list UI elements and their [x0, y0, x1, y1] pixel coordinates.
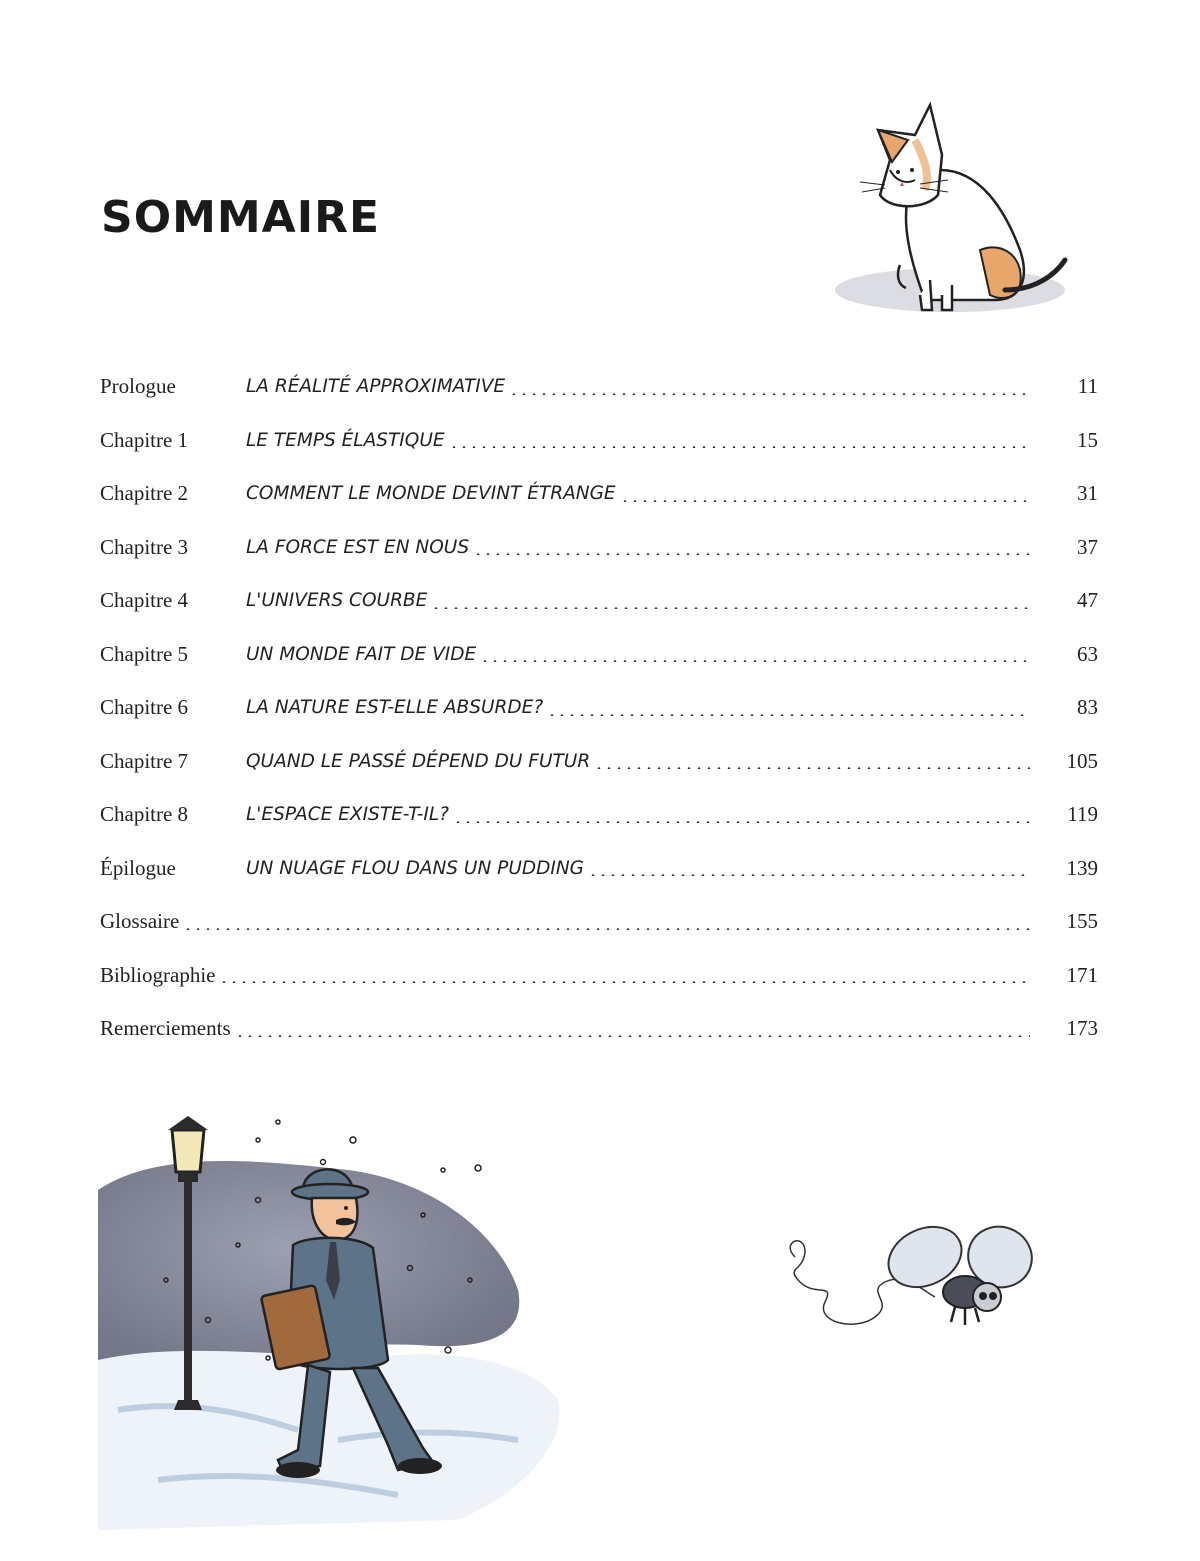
entry-title: LE TEMPS ÉLASTIQUE	[246, 429, 445, 451]
entry-page-number: 171	[1066, 962, 1098, 987]
entry-page-number: 63	[1077, 641, 1098, 666]
dot-leader	[219, 981, 1030, 983]
entry-page-number: 119	[1067, 802, 1098, 827]
entry-page-number: 139	[1066, 855, 1098, 880]
toc-entry-chapter-2[interactable]	[100, 467, 1098, 521]
dot-leader	[453, 821, 1030, 823]
dot-leader	[431, 607, 1030, 609]
entry-title: QUAND LE PASSÉ DÉPEND DU FUTUR	[246, 750, 591, 772]
dot-leader	[547, 714, 1030, 716]
toc-entry-bibliographie[interactable]	[100, 949, 1098, 1003]
entry-title: UN MONDE FAIT DE VIDE	[246, 643, 477, 665]
entry-label: Prologue	[100, 374, 176, 399]
entry-label: Chapitre 4	[100, 588, 189, 613]
toc-entry-chapter-3[interactable]	[100, 521, 1098, 575]
dot-leader	[449, 446, 1030, 448]
entry-label: Chapitre 1	[100, 427, 189, 452]
entry-title: COMMENT LE MONDE DEVINT ÉTRANGE	[246, 483, 616, 505]
dot-leader	[620, 500, 1030, 502]
entry-title: LA NATURE EST-ELLE ABSURDE?	[246, 697, 544, 719]
dot-leader	[509, 393, 1030, 395]
dot-leader	[235, 1035, 1030, 1037]
entry-page-number: 37	[1077, 534, 1098, 559]
entry-page-number: 155	[1066, 909, 1098, 934]
toc-entry-prologue[interactable]	[100, 360, 1098, 414]
entry-page-number: 15	[1077, 427, 1098, 452]
entry-label: Remerciements	[100, 1016, 231, 1041]
toc-entry-chapter-5[interactable]	[100, 628, 1098, 682]
dot-leader	[480, 660, 1030, 662]
table-of-contents	[100, 360, 1098, 1056]
entry-label: Épilogue	[100, 855, 176, 880]
page-title: SOMMAIRE	[101, 192, 381, 243]
dot-leader	[473, 553, 1030, 555]
entry-page-number: 31	[1077, 481, 1098, 506]
entry-page-number: 173	[1066, 1016, 1098, 1041]
entry-label: Chapitre 8	[100, 802, 189, 827]
entry-label: Bibliographie	[100, 962, 216, 987]
cat-illustration-icon	[830, 100, 1080, 330]
entry-label: Chapitre 2	[100, 481, 189, 506]
toc-entry-chapter-8[interactable]	[100, 788, 1098, 842]
entry-label: Chapitre 6	[100, 695, 189, 720]
toc-entry-chapter-1[interactable]	[100, 414, 1098, 468]
toc-entry-glossaire[interactable]	[100, 895, 1098, 949]
toc-entry-chapter-4[interactable]	[100, 574, 1098, 628]
man-walking-in-snow-icon	[98, 1110, 568, 1530]
entry-label: Glossaire	[100, 909, 180, 934]
dot-leader	[594, 767, 1030, 769]
entry-label: Chapitre 5	[100, 641, 189, 666]
entry-title: L'UNIVERS COURBE	[246, 590, 428, 612]
entry-label: Chapitre 3	[100, 534, 189, 559]
toc-entry-chapter-7[interactable]	[100, 735, 1098, 789]
toc-entry-chapter-6[interactable]	[100, 681, 1098, 735]
entry-page-number: 47	[1077, 588, 1098, 613]
entry-title: UN NUAGE FLOU DANS UN PUDDING	[246, 857, 585, 879]
entry-page-number: 83	[1077, 695, 1098, 720]
entry-page-number: 105	[1066, 748, 1098, 773]
entry-title: LA RÉALITÉ APPROXIMATIVE	[246, 376, 506, 398]
entry-title: L'ESPACE EXISTE-T-IL?	[246, 804, 450, 826]
toc-entry-epilogue[interactable]	[100, 842, 1098, 896]
dot-leader	[183, 928, 1030, 930]
dot-leader	[588, 874, 1030, 876]
entry-label: Chapitre 7	[100, 748, 189, 773]
fly-icon	[775, 1222, 1045, 1347]
entry-title: LA FORCE EST EN NOUS	[246, 536, 470, 558]
entry-page-number: 11	[1077, 374, 1098, 399]
toc-entry-remerciements[interactable]	[100, 1002, 1098, 1056]
